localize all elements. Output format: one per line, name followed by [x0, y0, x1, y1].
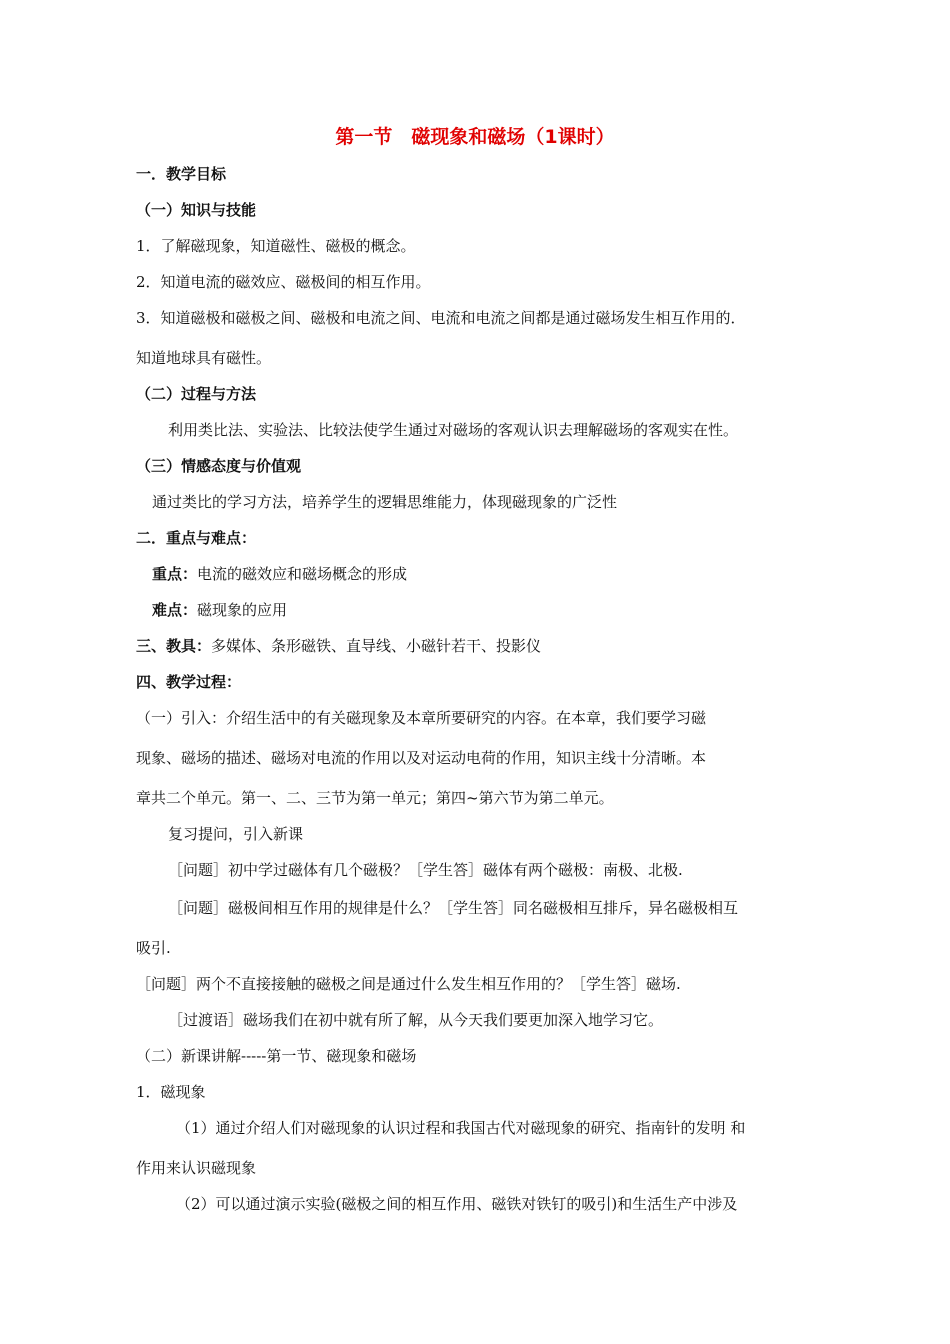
text-line: 通过类比的学习方法，培养学生的逻辑思维能力，体现磁现象的广泛性 [152, 493, 618, 511]
difficulty-text: 磁现象的应用 [197, 601, 288, 619]
text-line: 章共二个单元。第一、二、三节为第一单元；第四~第六节为第二单元。 [136, 789, 614, 807]
subheading-knowledge-skills: （一）知识与技能 [136, 201, 257, 219]
subheading-process-methods: （二）过程与方法 [136, 385, 257, 403]
text-line: 1．磁现象 [136, 1083, 206, 1101]
text-line: 2．知道电流的磁效应、磁极间的相互作用。 [136, 273, 431, 291]
heading-key-points: 二．重点与难点： [136, 529, 257, 547]
text-line: 1．了解磁现象，知道磁性、磁极的概念。 [136, 237, 416, 255]
text-line: 利用类比法、实验法、比较法使学生通过对磁场的客观认识去理解磁场的客观实在性。 [168, 421, 739, 439]
key-point-text: 电流的磁效应和磁场概念的形成 [197, 565, 408, 583]
heading-teaching-process: 四、教学过程： [136, 673, 242, 691]
teaching-aids-line [136, 636, 541, 656]
subheading-values: （三）情感态度与价值观 [136, 457, 302, 475]
heading-teaching-goals: 一．教学目标 [136, 165, 227, 183]
text-line: 知道地球具有磁性。 [136, 349, 272, 367]
text-line: ［问题］两个不直接接触的磁极之间是通过什么发生相互作用的？［学生答］磁场. [136, 975, 681, 993]
teaching-aids-label: 三、教具： [136, 637, 212, 655]
text-line: 作用来认识磁现象 [136, 1159, 257, 1177]
text-line: （二）新课讲解-----第一节、磁现象和磁场 [136, 1047, 417, 1065]
teaching-aids-text: 多媒体、条形磁铁、直导线、小磁针若干、投影仪 [211, 637, 542, 655]
text-line: （一）引入：介绍生活中的有关磁现象及本章所要研究的内容。在本章，我们要学习磁 [136, 709, 707, 727]
key-point-label: 重点： [152, 565, 198, 583]
text-line: 3．知道磁极和磁极之间、磁极和电流之间、电流和电流之间都是通过磁场发生相互作用的． [136, 309, 746, 327]
text-line: （2）可以通过演示实验(磁极之间的相互作用、磁铁对铁钉的吸引)和生活生产中涉及 [176, 1195, 738, 1213]
text-line: 吸引. [136, 939, 171, 957]
difficulty-line [152, 600, 287, 620]
page-title: 第一节 磁现象和磁场（1课时） [335, 126, 615, 148]
text-line: ［过渡语］磁场我们在初中就有所了解，从今天我们要更加深入地学习它。 [168, 1011, 664, 1029]
key-point-line [152, 564, 407, 584]
difficulty-label: 难点： [152, 601, 198, 619]
text-line: （1）通过介绍人们对磁现象的认识过程和我国古代对磁现象的研究、指南针的发明 和 [176, 1119, 746, 1137]
text-line: 复习提问，引入新课 [168, 825, 304, 843]
text-line: ［问题］磁极间相互作用的规律是什么？［学生答］同名磁极相互排斥，异名磁极相互 [168, 899, 739, 917]
text-line: ［问题］初中学过磁体有几个磁极？［学生答］磁体有两个磁极：南极、北极. [168, 861, 683, 879]
text-line: 现象、磁场的描述、磁场对电流的作用以及对运动电荷的作用，知识主线十分清晰。本 [136, 749, 707, 767]
